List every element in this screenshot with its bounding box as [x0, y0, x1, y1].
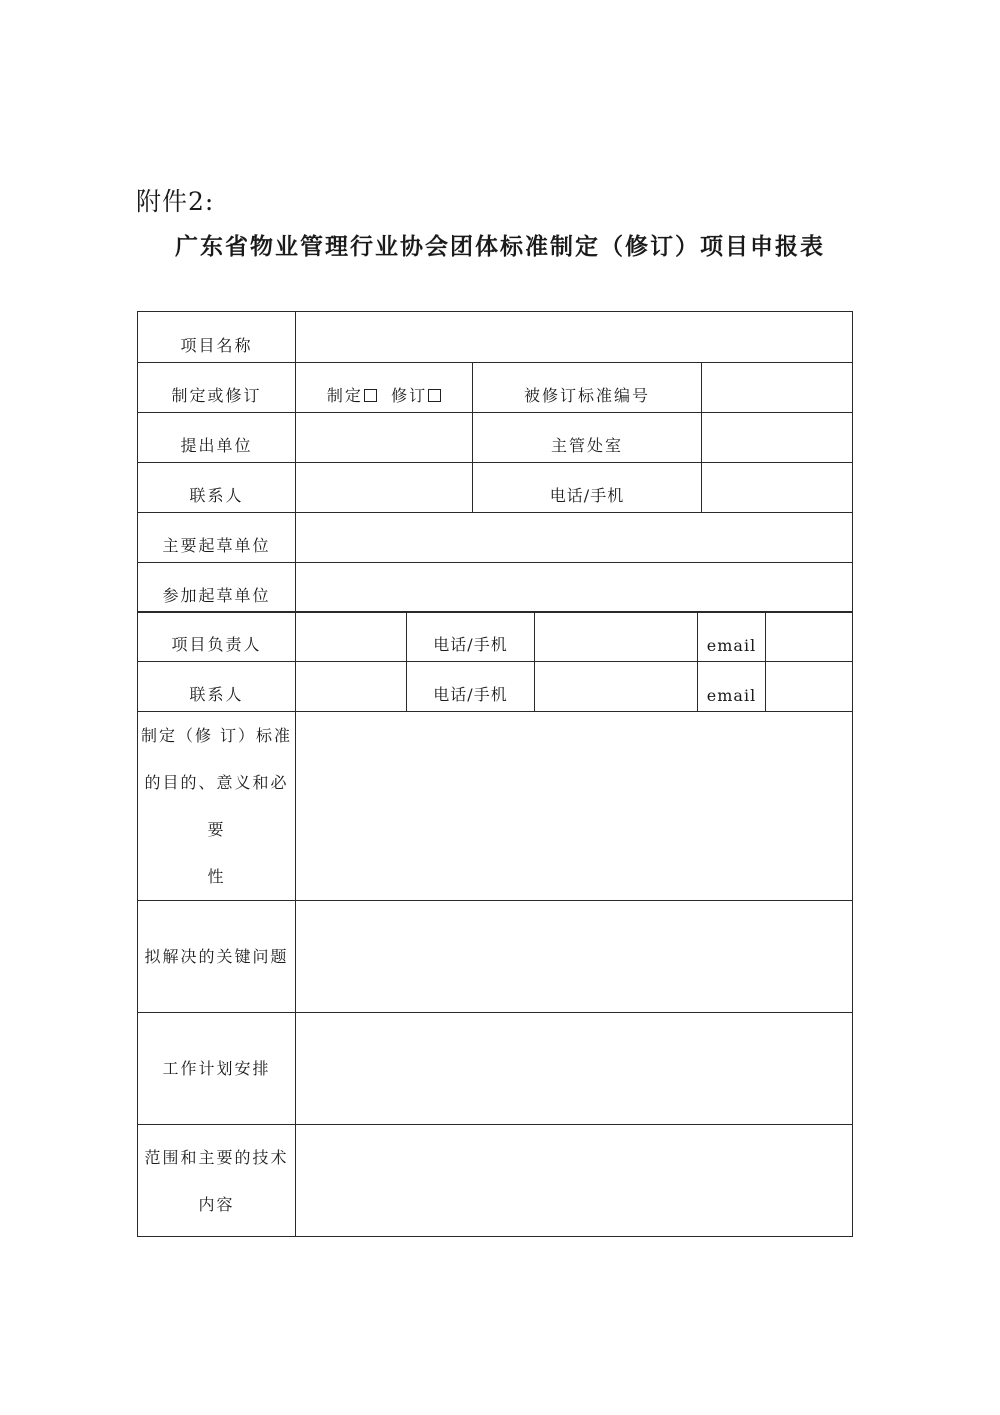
contact-phone-2-field[interactable]	[535, 662, 698, 712]
work-plan-field[interactable]	[296, 1013, 853, 1125]
purpose-label-line3: 性	[207, 867, 226, 886]
contact-person-label: 联系人	[138, 463, 296, 513]
phone-mobile-field[interactable]	[702, 463, 853, 513]
participating-drafting-unit-label: 参加起草单位	[138, 563, 296, 613]
project-leader-label: 项目负责人	[138, 612, 296, 662]
form-title: 广东省物业管理行业协会团体标准制定（修订）项目申报表	[175, 234, 825, 260]
scope-label	[138, 1125, 296, 1237]
purpose-label	[138, 712, 296, 901]
competent-dept-field[interactable]	[702, 413, 853, 463]
purpose-field[interactable]	[296, 712, 853, 901]
row-contact-person	[138, 463, 853, 513]
row-key-issues	[138, 901, 853, 1013]
contact-phone-2-label: 电话/手机	[407, 662, 535, 712]
main-drafting-unit-label: 主要起草单位	[138, 513, 296, 563]
contact-email-2-label: email	[698, 662, 766, 712]
revise-option-label: 修订	[391, 386, 428, 405]
key-issues-label: 拟解决的关键问题	[138, 901, 296, 1013]
work-plan-label: 工作计划安排	[138, 1013, 296, 1125]
contact-email-2-field[interactable]	[766, 662, 853, 712]
contact-person-2-field[interactable]	[296, 662, 407, 712]
project-name-label: 项目名称	[138, 312, 296, 363]
main-drafting-unit-field[interactable]	[296, 513, 853, 563]
row-project-leader-detail	[138, 612, 853, 662]
leader-phone-label: 电话/手机	[407, 612, 535, 662]
leader-email-field[interactable]	[766, 612, 853, 662]
project-name-field[interactable]	[296, 312, 853, 363]
revised-standard-no-label: 被修订标准编号	[473, 363, 702, 413]
contact-person-field[interactable]	[296, 463, 473, 513]
application-form-table	[137, 311, 853, 613]
row-scope	[138, 1125, 853, 1237]
row-purpose	[138, 712, 853, 901]
formulate-checkbox[interactable]	[364, 389, 377, 402]
key-issues-field[interactable]	[296, 901, 853, 1013]
project-leader-field[interactable]	[296, 612, 407, 662]
row-work-plan	[138, 1013, 853, 1125]
description-rows-table	[137, 711, 853, 1237]
formulate-or-revise-label: 制定或修订	[138, 363, 296, 413]
contact-person-2-label: 联系人	[138, 662, 296, 712]
row-main-drafting-unit	[138, 513, 853, 563]
revise-checkbox[interactable]	[428, 389, 441, 402]
row-formulate-or-revise	[138, 363, 853, 413]
leader-phone-field[interactable]	[535, 612, 698, 662]
scope-field[interactable]	[296, 1125, 853, 1237]
row-participating-drafting-unit	[138, 563, 853, 613]
competent-dept-label: 主管处室	[473, 413, 702, 463]
attachment-label: 附件2:	[136, 187, 215, 216]
contact-rows-table	[137, 611, 853, 712]
row-proposing-unit	[138, 413, 853, 463]
formulate-option-label: 制定	[326, 386, 363, 405]
scope-label-line2: 内容	[198, 1194, 235, 1214]
formulate-revise-options	[296, 363, 473, 413]
leader-email-label: email	[698, 612, 766, 662]
scope-label-line1: 范围和主要的技术	[144, 1147, 289, 1167]
phone-mobile-label: 电话/手机	[473, 463, 702, 513]
row-contact-person-2	[138, 662, 853, 712]
purpose-label-line1: 制定（修 订）标准	[140, 726, 293, 745]
proposing-unit-field[interactable]	[296, 413, 473, 463]
row-project-name	[138, 312, 853, 363]
purpose-label-line2: 的目的、意义和必要	[144, 773, 289, 839]
participating-drafting-unit-field[interactable]	[296, 563, 853, 613]
proposing-unit-label: 提出单位	[138, 413, 296, 463]
revised-standard-no-field[interactable]	[702, 363, 853, 413]
